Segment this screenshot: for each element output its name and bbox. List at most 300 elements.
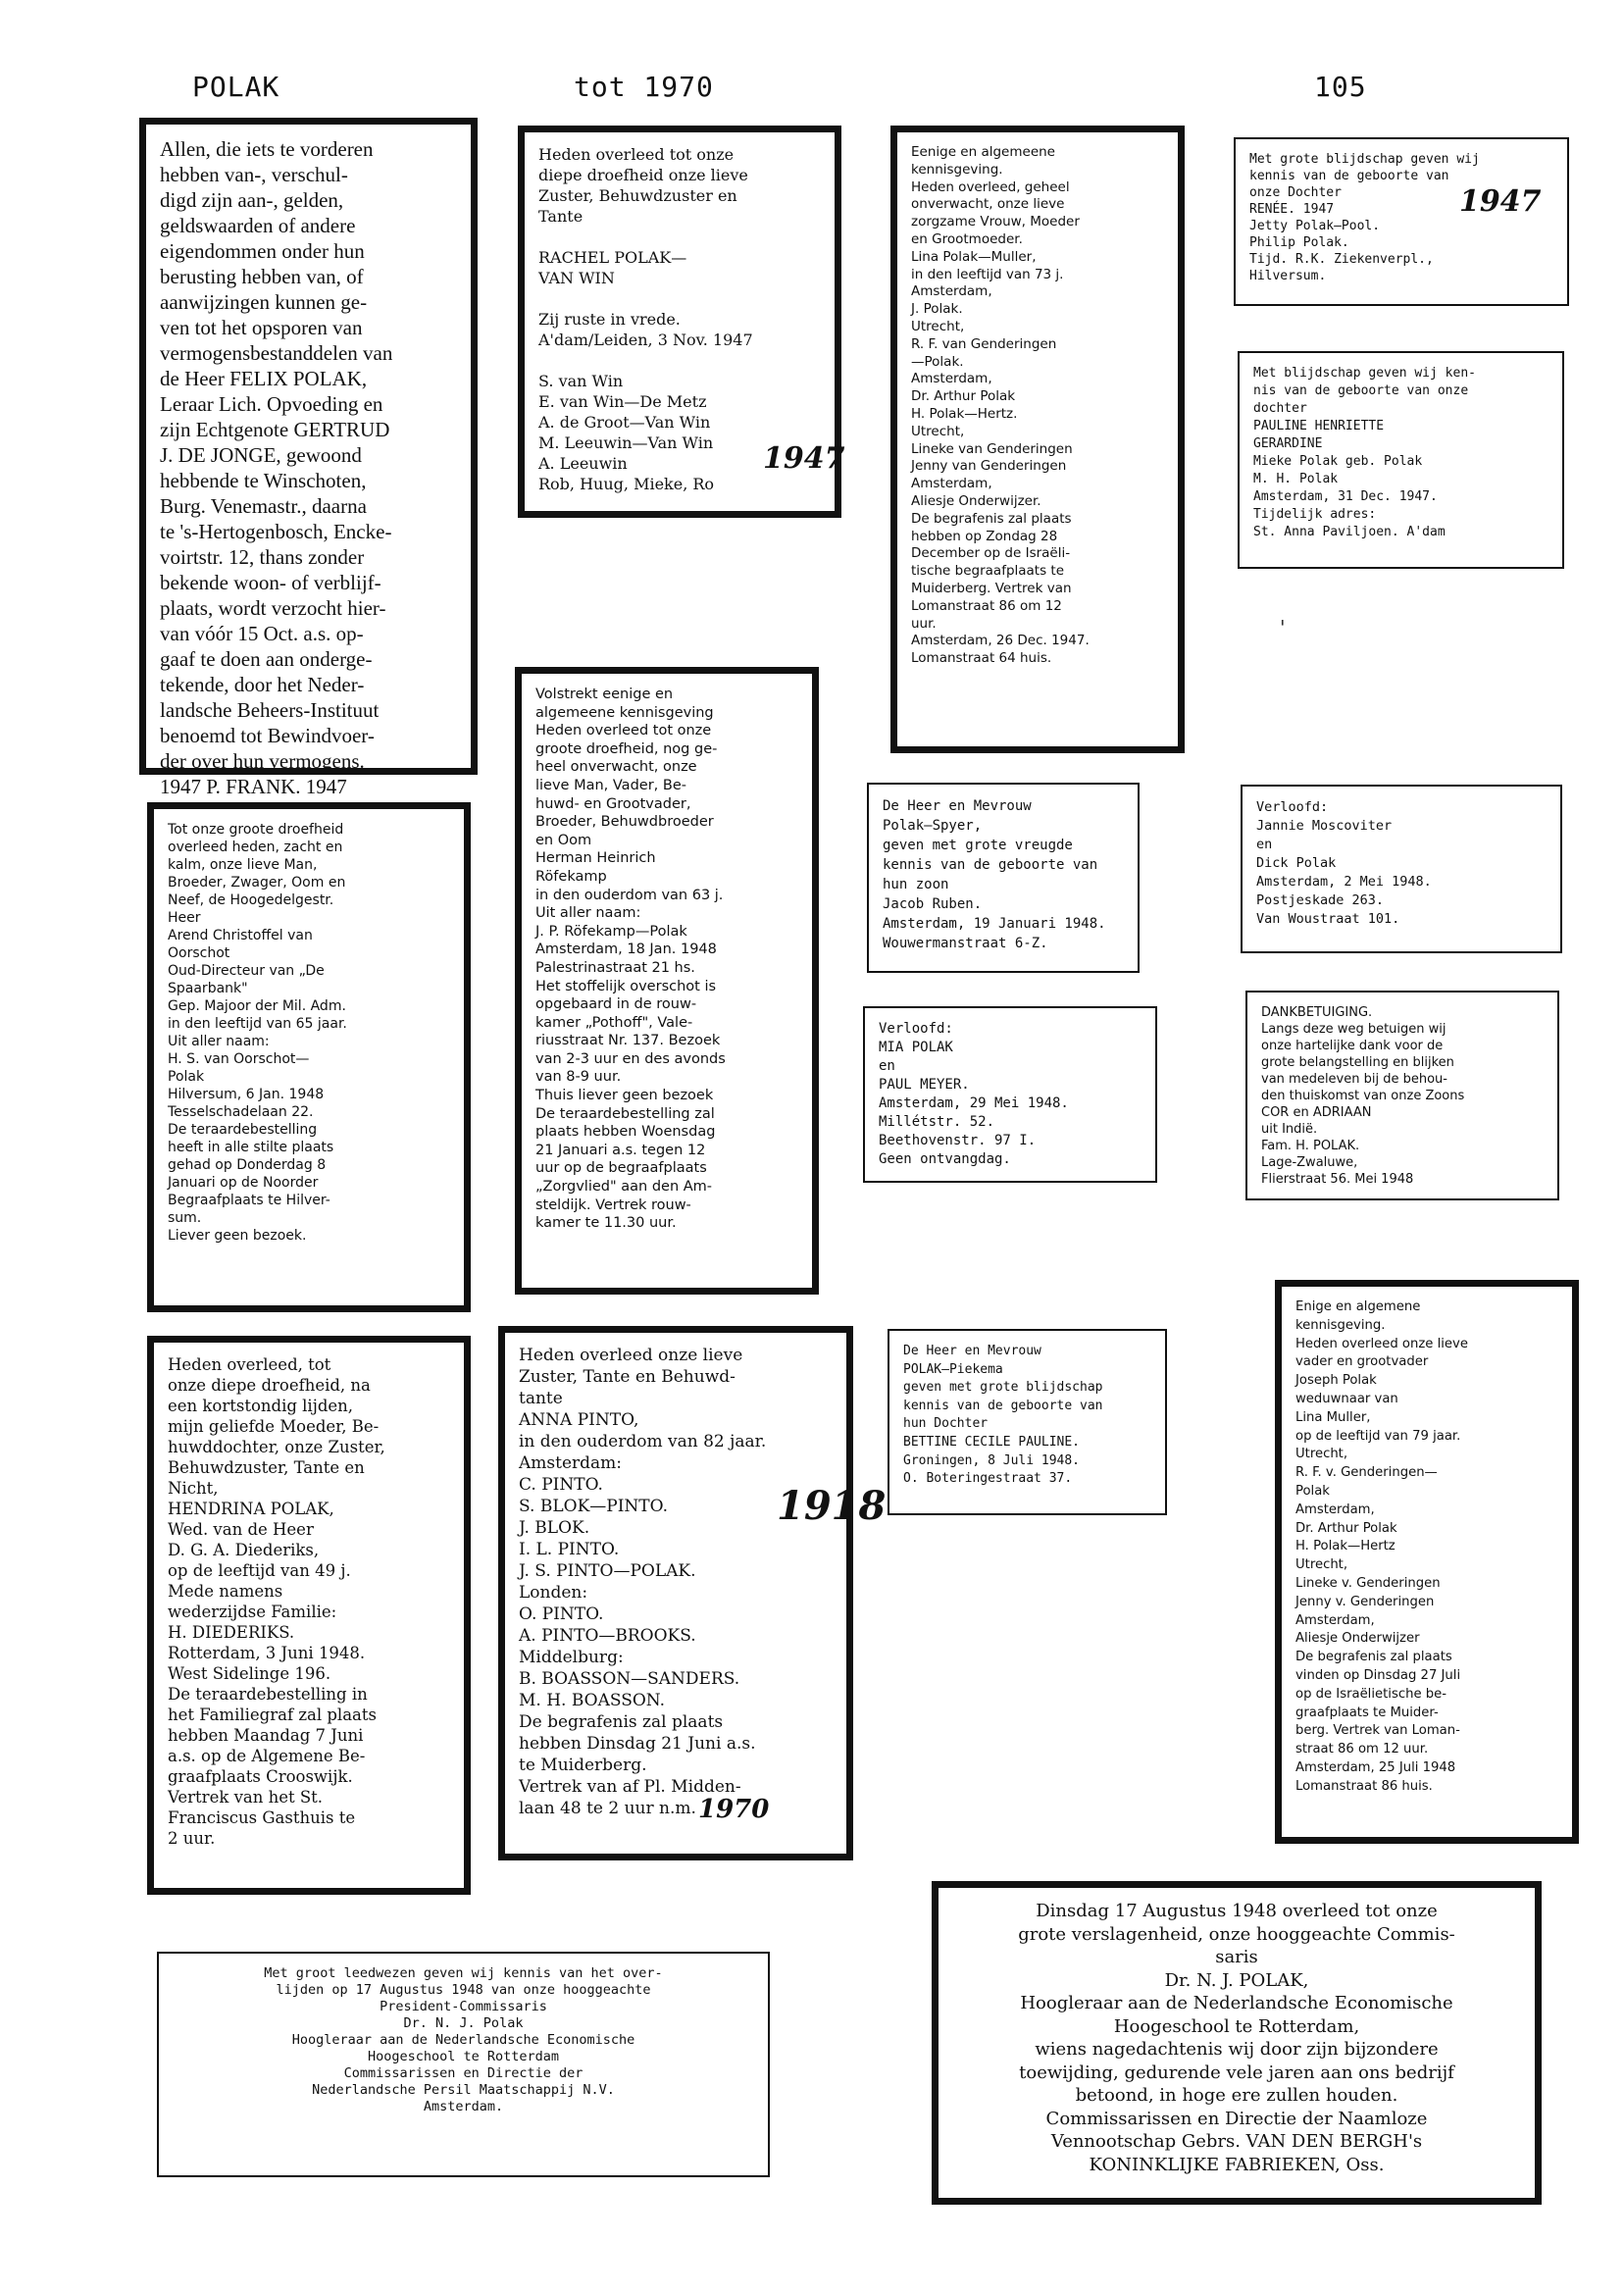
notice-line: J. S. PINTO—POLAK. xyxy=(519,1561,696,1581)
notice-line: Heden overleed onze lieve xyxy=(519,1346,743,1365)
notice-line: O. PINTO. xyxy=(519,1604,604,1624)
notice-line: den thuiskomst van onze Zoons xyxy=(1261,1089,1465,1103)
notice-line: hebben van-, verschul- xyxy=(160,163,348,186)
notice-line: onze diepe droefheid, na xyxy=(168,1376,371,1395)
notice-line: I. L. PINTO. xyxy=(519,1540,620,1559)
notice-line: Dr. N. J. Polak xyxy=(403,2015,524,2031)
notice-line: eigendommen onder hun xyxy=(160,239,365,263)
notice-line: kennisgeving. xyxy=(911,161,1003,178)
notice-line: sum. xyxy=(168,1210,202,1226)
notice-line: Zuster, Behuwdzuster en xyxy=(538,186,737,205)
notice-line: hebben Dinsdag 21 Juni a.s. xyxy=(519,1734,756,1754)
notice-line: Utrecht, xyxy=(1295,1557,1348,1573)
notice-line: A. PINTO—BROOKS. xyxy=(519,1626,696,1646)
notice-line: Hoogeschool te Rotterdam xyxy=(367,2049,560,2064)
notice-line: Utrecht, xyxy=(1295,1447,1348,1462)
notice-line: Amsterdam, 29 Mei 1948. xyxy=(879,1095,1069,1111)
notice-line: Zuster, Tante en Behuwd- xyxy=(519,1367,736,1387)
notice-line: B. BOASSON—SANDERS. xyxy=(519,1669,740,1689)
notice-line: Dr. Arthur Polak xyxy=(1295,1520,1397,1536)
notice-line: toewijding, gedurende vele jaren aan ons bedrijf xyxy=(1019,2062,1454,2083)
notice-line: E. van Win—De Metz xyxy=(538,392,707,411)
notice-line: Tijd. R.K. Ziekenverpl., xyxy=(1249,252,1434,267)
notice-line: Beethovenstr. 97 I. xyxy=(879,1133,1037,1148)
notice-line: saris xyxy=(1215,1947,1258,1967)
notice-line xyxy=(538,227,821,247)
notice-line: Met grote blijdschap geven wij xyxy=(1249,152,1480,167)
notice-line: hun Dochter xyxy=(903,1416,989,1432)
notice-line: onze hartelijke dank voor de xyxy=(1261,1039,1444,1053)
notice-line: mijn geliefde Moeder, Be- xyxy=(168,1417,380,1436)
notice-line: H. Polak—Hertz. xyxy=(911,405,1018,422)
handwritten-year-pinto: 1918 xyxy=(777,1483,887,1529)
notice-line: plaats hebben Woensdag xyxy=(535,1124,716,1141)
notice-line: en Oom xyxy=(535,832,592,848)
notice-bettine xyxy=(888,1329,1167,1515)
notice-line: berg. Vertrek van Loman- xyxy=(1295,1723,1460,1739)
notice-line: Thuis liever geen bezoek xyxy=(535,1088,714,1104)
notice-line: tische begraafplaats te xyxy=(911,563,1065,580)
notice-line: Broeder, Zwager, Oom en xyxy=(168,875,346,891)
notice-line: ANNA PINTO, xyxy=(519,1410,639,1430)
notice-line: uur op de begraafplaats xyxy=(535,1160,707,1177)
notice-line: van 2-3 uur en des avonds xyxy=(535,1050,726,1067)
notice-line: te Muiderberg. xyxy=(519,1756,647,1775)
notice-line: M. H. Polak xyxy=(1253,472,1339,486)
notice-line: graafplaats Crooswijk. xyxy=(168,1767,353,1786)
notice-line: geldswaarden of andere xyxy=(160,214,356,237)
notice-line: diepe droefheid onze lieve xyxy=(538,166,748,184)
notice-line: vader en grootvader xyxy=(1295,1354,1429,1370)
notice-line: dochter xyxy=(1253,401,1307,416)
notice-line: HENDRINA POLAK, xyxy=(168,1500,334,1518)
notice-line: Hilversum, 6 Jan. 1948 xyxy=(168,1087,325,1102)
notice-line xyxy=(538,288,821,309)
notice-line: weduwnaar van xyxy=(1295,1391,1398,1406)
notice-line: —Polak. xyxy=(911,353,964,370)
notice-line: R. F. v. Genderingen— xyxy=(1295,1465,1438,1481)
notice-line: zorgzame Vrouw, Moeder xyxy=(911,214,1080,230)
notice-line: Nicht, xyxy=(168,1479,219,1498)
notice-line: Uit aller naam: xyxy=(168,1034,270,1049)
notice-line: opgebaard in de rouw- xyxy=(535,996,697,1013)
notice-line: te 's-Hertogenbosch, Encke- xyxy=(160,520,392,543)
handwritten-year-rachel: 1947 xyxy=(763,441,845,476)
notice-line: Amsterdam, xyxy=(911,476,992,492)
notice-line: op de leeftijd van 79 jaar. xyxy=(1295,1428,1461,1444)
notice-line: De begrafenis zal plaats xyxy=(911,510,1072,527)
notice-verloofd-moscoviter xyxy=(1241,785,1562,953)
notice-line: Tijdelijk adres: xyxy=(1253,507,1377,522)
notice-line: Tesselschadelaan 22. xyxy=(168,1104,314,1120)
notice-line: Amsterdam, xyxy=(911,283,992,300)
notice-persil xyxy=(157,1952,770,2177)
notice-line: Jannie Moscoviter xyxy=(1256,818,1393,834)
notice-line: Aliesje Onderwijzer xyxy=(1295,1631,1420,1647)
notice-line: kamer te 11.30 uur. xyxy=(535,1215,677,1232)
notice-line: Mieke Polak geb. Polak xyxy=(1253,454,1423,469)
notice-line: Amsterdam, xyxy=(911,371,992,387)
notice-line: Amsterdam, xyxy=(1295,1502,1375,1517)
notice-line: in den ouderdom van 63 j. xyxy=(535,887,724,903)
notice-line: Lomanstraat 86 om 12 xyxy=(911,597,1062,614)
notice-line: Fam. H. POLAK. xyxy=(1261,1139,1360,1153)
notice-line: Dinsdag 17 Augustus 1948 overleed tot onze xyxy=(1036,1901,1438,1921)
notice-line: Neef, de Hoogedelgestr. xyxy=(168,892,334,908)
notice-line: huwddochter, onze Zuster, xyxy=(168,1438,385,1456)
notice-line: GERARDINE xyxy=(1253,436,1323,451)
notice-line: Wed. van de Heer xyxy=(168,1520,314,1539)
notice-hendrina-polak xyxy=(147,1336,471,1895)
notice-line: uit Indië. xyxy=(1261,1122,1318,1137)
notice-line: landsche Beheers-Instituut xyxy=(160,698,380,722)
notice-line: Millétstr. 52. xyxy=(879,1114,995,1130)
notice-line: POLAK—Piekema xyxy=(903,1361,1003,1377)
notice-line: Met groot leedwezen geven wij kennis van het over- xyxy=(264,1965,663,1981)
notice-line: kennis van de geboorte van xyxy=(883,857,1098,873)
notice-line: Burg. Venemastr., daarna xyxy=(160,494,367,518)
notice-line: Utrecht, xyxy=(911,423,965,439)
notice-line: De teraardebestelling zal xyxy=(535,1105,715,1122)
notice-line: Lomanstraat 86 huis. xyxy=(1295,1778,1433,1794)
notice-line: Dr. N. J. POLAK, xyxy=(1164,1969,1309,1991)
notice-line: H. Polak—Hertz xyxy=(1295,1539,1396,1554)
notice-line: in den ouderdom van 82 jaar. xyxy=(519,1432,767,1451)
notice-line: Groningen, 8 Juli 1948. xyxy=(903,1452,1081,1468)
notice-line: J. Polak. xyxy=(911,301,963,318)
notice-line: Vertrek van af Pl. Midden- xyxy=(519,1777,741,1797)
notice-line: onverwacht, onze lieve xyxy=(911,196,1065,213)
notice-line: kennisgeving. xyxy=(1295,1317,1386,1333)
notice-line: steldijk. Vertrek rouw- xyxy=(535,1196,691,1213)
notice-line: Rob, Huug, Mieke, Ro xyxy=(538,475,715,493)
notice-line: onze Dochter xyxy=(1249,185,1342,200)
notice-line: kamer „Pothoff", Vale- xyxy=(535,1014,693,1031)
notice-line: lieve Man, Vader, Be- xyxy=(535,777,686,793)
notice-line: Amsterdam, xyxy=(1295,1612,1375,1628)
notice-line: Heden overleed tot onze xyxy=(538,145,735,164)
notice-line: en xyxy=(879,1058,895,1074)
notice-line: groote droefheid, nog ge- xyxy=(535,740,718,757)
notice-line: Jenny van Genderingen xyxy=(911,458,1067,475)
notice-line: 1947 P. FRANK. 1947 xyxy=(160,775,347,798)
notice-line: Rotterdam, 3 Juni 1948. xyxy=(168,1644,366,1662)
notice-line: Palestrinastraat 21 hs. xyxy=(535,959,695,976)
notice-line: wiens nagedachtenis wij door zijn bijzondere xyxy=(1035,2039,1439,2060)
notice-line: S. BLOK—PINTO. xyxy=(519,1497,668,1516)
notice-line: Verloofd: xyxy=(1256,799,1329,815)
notice-line: Hoogleraar aan de Nederlandsche Economische xyxy=(1020,1993,1453,2013)
notice-line: Polak xyxy=(1295,1483,1330,1499)
notice-line: in den leeftijd van 73 j. xyxy=(911,266,1064,282)
notice-line: De teraardebestelling xyxy=(168,1122,318,1138)
notice-line: Dick Polak xyxy=(1256,855,1337,871)
notice-line: Amsterdam, 2 Mei 1948. xyxy=(1256,874,1432,890)
notice-line: Jacob Ruben. xyxy=(883,896,983,912)
notice-line: Het stoffelijk overschot is xyxy=(535,978,717,994)
notice-line: lijden op 17 Augustus 1948 van onze hooggeachte xyxy=(276,1982,651,1998)
notice-line: Postjeskade 263. xyxy=(1256,892,1385,908)
notice-line: Verloofd: xyxy=(879,1021,953,1037)
notice-line: 21 Januari a.s. tegen 12 xyxy=(535,1142,706,1158)
notice-line: Lage-Zwaluwe, xyxy=(1261,1155,1358,1170)
dot-mark: ' xyxy=(1280,616,1286,639)
notice-line: Muiderberg. Vertrek van xyxy=(911,580,1072,596)
page-number: 105 xyxy=(1314,71,1367,103)
notice-line: Amsterdam, 26 Dec. 1947. xyxy=(911,633,1090,649)
notice-line: Lineke v. Genderingen xyxy=(1295,1575,1441,1591)
notice-line: de Heer FELIX POLAK, xyxy=(160,367,368,390)
notice-line: Zij ruste in vrede. xyxy=(538,310,681,329)
notice-jacob-ruben xyxy=(867,783,1140,973)
notice-line: vermogensbestanddelen van xyxy=(160,341,393,365)
notice-line: Aliesje Onderwijzer. xyxy=(911,492,1041,509)
notice-line: Geen ontvangdag. xyxy=(879,1151,1011,1167)
notice-line: Philip Polak. xyxy=(1249,235,1349,250)
notice-line: op de leeftijd van 49 j. xyxy=(168,1561,351,1580)
notice-line: Dr. Arthur Polak xyxy=(911,388,1016,405)
notice-line: grote verslagenheid, onze hooggeachte Commis- xyxy=(1018,1923,1455,1945)
notice-line: 2 uur. xyxy=(168,1829,216,1848)
notice-line: grote belangstelling en blijken xyxy=(1261,1055,1454,1070)
notice-line: West Sidelinge 196. xyxy=(168,1664,331,1683)
handwritten-year-pinto-2: 1970 xyxy=(698,1795,770,1824)
notice-line: Eenige en algemeene xyxy=(911,144,1055,160)
notice-line: wederzijdse Familie: xyxy=(168,1603,337,1621)
notice-line: De teraardebestelling in xyxy=(168,1685,368,1704)
notice-line: Amsterdam. xyxy=(423,2099,504,2114)
notice-line: Heden overleed, tot xyxy=(168,1355,331,1374)
notice-pauline xyxy=(1238,351,1564,569)
notice-line: hebbende te Winschoten, xyxy=(160,469,367,492)
notice-line: A'dam/Leiden, 3 Nov. 1947 xyxy=(538,331,753,349)
notice-line: ven tot het opsporen van xyxy=(160,316,363,339)
notice-line: Januari op de Noorder xyxy=(168,1175,319,1191)
page-header-center: tot 1970 xyxy=(574,71,714,103)
notice-line: A. de Groot—Van Win xyxy=(538,413,711,432)
notice-line: gehad op Donderdag 8 xyxy=(168,1157,327,1173)
notice-line: S. van Win xyxy=(538,372,624,390)
notice-line: Oorschot xyxy=(168,945,230,961)
notice-line: a.s. op de Algemene Be- xyxy=(168,1747,366,1765)
notice-line: Jetty Polak—Pool. xyxy=(1249,219,1381,233)
notice-line: Lomanstraat 64 huis. xyxy=(911,650,1052,667)
notice-line: Amsterdam, 25 Juli 1948 xyxy=(1295,1759,1456,1775)
notice-line: huwd- en Grootvader, xyxy=(535,795,691,812)
notice-line: J. BLOK. xyxy=(519,1518,590,1538)
notice-line: H. DIEDERIKS. xyxy=(168,1623,295,1642)
notice-line: De begrafenis zal plaats xyxy=(1295,1650,1452,1665)
notice-line: Oud-Directeur van „De xyxy=(168,963,325,979)
notice-line: en xyxy=(1256,837,1273,852)
notice-line: Leraar Lich. Opvoeding en xyxy=(160,392,383,416)
notice-joseph-polak xyxy=(1275,1280,1579,1844)
notice-line: riusstraat Nr. 137. Bezoek xyxy=(535,1033,721,1049)
notice-line: R. F. van Genderingen xyxy=(911,335,1057,352)
notice-dankbetuiging xyxy=(1245,991,1559,1200)
notice-line: Enige en algemene xyxy=(1295,1299,1421,1314)
notice-line: Heden overleed, geheel xyxy=(911,178,1070,195)
notice-line: nis van de geboorte van onze xyxy=(1253,383,1469,398)
notice-line: Tante xyxy=(538,207,584,226)
notice-line: President-Commissaris xyxy=(380,1999,547,2014)
handwritten-year-renee: 1947 xyxy=(1459,184,1542,219)
notice-line: RACHEL POLAK— xyxy=(538,248,687,267)
notice-line: Behuwdzuster, Tante en xyxy=(168,1458,365,1477)
notice-line: kennis van de geboorte van xyxy=(1249,169,1449,183)
notice-line: vinden op Dinsdag 27 Juli xyxy=(1295,1667,1461,1683)
notice-line: algemeene kennisgeving xyxy=(535,704,714,721)
notice-line: De Heer en Mevrouw xyxy=(903,1344,1041,1358)
notice-line: Heden overleed onze lieve xyxy=(1295,1336,1468,1351)
notice-line: Franciscus Gasthuis te xyxy=(168,1808,356,1827)
notice-line: Joseph Polak xyxy=(1295,1373,1377,1389)
notice-line: aanwijzingen kunnen ge- xyxy=(160,290,368,314)
notice-line: Lineke van Genderingen xyxy=(911,440,1073,457)
notice-line: heel onverwacht, onze xyxy=(535,759,697,776)
notice-line: van vóór 15 Oct. a.s. op- xyxy=(160,622,364,645)
notice-line: Londen: xyxy=(519,1583,588,1603)
notice-line: Tot onze groote droefheid xyxy=(168,822,344,838)
notice-line: Volstrekt eenige en xyxy=(535,687,674,702)
notice-renee xyxy=(1234,137,1569,306)
notice-line: RENÉE. 1947 xyxy=(1249,202,1335,217)
notice-line: Commissarissen en Directie der xyxy=(343,2065,584,2081)
notice-line: in den leeftijd van 65 jaar. xyxy=(168,1016,347,1032)
notice-line: PAULINE HENRIETTE xyxy=(1253,419,1385,433)
notice-line: M. H. BOASSON. xyxy=(519,1691,665,1710)
notice-line: der over hun vermogens. xyxy=(160,749,365,773)
notice-line: Met blijdschap geven wij ken- xyxy=(1253,366,1476,381)
notice-line: Middelburg: xyxy=(519,1648,624,1667)
notice-line: Begraafplaats te Hilver- xyxy=(168,1193,330,1208)
notice-line: Amsterdam, 31 Dec. 1947. xyxy=(1253,489,1438,504)
notice-line: COR en ADRIAAN xyxy=(1261,1105,1372,1120)
notice-line: H. S. van Oorschot— xyxy=(168,1051,310,1067)
notice-line: Arend Christoffel van xyxy=(168,928,313,943)
notice-line: Langs deze weg betuigen wij xyxy=(1261,1022,1446,1037)
notice-line: Gep. Majoor der Mil. Adm. xyxy=(168,998,346,1014)
notice-line: en Grootmoeder. xyxy=(911,230,1023,247)
notice-line: Hilversum. xyxy=(1249,269,1327,283)
notice-line: Amsterdam, 18 Jan. 1948 xyxy=(535,942,717,958)
notice-line: Röfekamp xyxy=(535,868,607,885)
notice-van-oorschot xyxy=(147,802,471,1312)
notice-line: hebben Maandag 7 Juni xyxy=(168,1726,364,1745)
notice-line: tekende, door het Neder- xyxy=(160,673,365,696)
notice-line: O. Boteringestraat 37. xyxy=(903,1471,1073,1487)
notice-line: een kortstondig lijden, xyxy=(168,1397,354,1415)
notice-line: Flierstraat 56. Mei 1948 xyxy=(1261,1172,1414,1187)
notice-line: De begrafenis zal plaats xyxy=(519,1712,724,1732)
notice-line: geven met grote vreugde xyxy=(883,838,1073,853)
notice-line: op de Israëlietische be- xyxy=(1295,1686,1446,1702)
notice-line: Polak—Spyer, xyxy=(883,818,983,834)
notice-line: Lina Muller, xyxy=(1295,1409,1371,1425)
notice-line: A. Leeuwin xyxy=(538,454,628,473)
notice-line: benoemd tot Bewindvoer- xyxy=(160,724,375,747)
notice-line: kennis van de geboorte van xyxy=(903,1398,1103,1413)
notice-line: C. PINTO. xyxy=(519,1475,603,1495)
notice-line: Spaarbank" xyxy=(168,981,248,996)
notice-line: Broeder, Behuwdbroeder xyxy=(535,814,714,831)
notice-line xyxy=(538,350,821,371)
notice-line: Nederlandsche Persil Maatschappij N.V. xyxy=(312,2082,615,2098)
notice-line: Commissarissen en Directie der Naamloze xyxy=(1045,2108,1428,2129)
notice-line: kalm, onze lieve Man, xyxy=(168,857,318,873)
notice-line: gaaf te doen aan onderge- xyxy=(160,647,373,671)
notice-line: Amsterdam: xyxy=(519,1453,623,1473)
notice-line: BETTINE CECILE PAULINE. xyxy=(903,1434,1081,1450)
notice-line: Polak xyxy=(168,1069,205,1085)
notice-line: Lina Polak—Muller, xyxy=(911,248,1037,265)
notice-line: voirtstr. 12, thans zonder xyxy=(160,545,365,569)
notice-line: heeft in alle stilte plaats xyxy=(168,1140,334,1155)
notice-line: geven met grote blijdschap xyxy=(903,1380,1103,1396)
notice-line: Hoogleraar aan de Nederlandsche Economische xyxy=(291,2032,635,2048)
notice-line: Liever geen bezoek. xyxy=(168,1228,307,1244)
notice-line: het Familiegraf zal plaats xyxy=(168,1706,377,1724)
notice-line: laan 48 te 2 uur n.m. xyxy=(519,1799,696,1818)
notice-line: December op de Israëli- xyxy=(911,545,1071,562)
notice-line: zijn Echtgenote GERTRUD xyxy=(160,418,390,441)
notice-mia-polak xyxy=(863,1006,1157,1183)
notice-anna-pinto xyxy=(498,1326,853,1860)
notice-line: graafplaats te Muider- xyxy=(1295,1705,1439,1720)
notice-line: hun zoon xyxy=(883,877,949,892)
notice-line: uur. xyxy=(911,615,937,632)
notice-line: digd zijn aan-, gelden, xyxy=(160,188,344,212)
notice-line: Allen, die iets te vorderen xyxy=(160,137,374,161)
notice-line: hebben op Zondag 28 xyxy=(911,528,1058,544)
notice-line: plaats, wordt verzocht hier- xyxy=(160,596,386,620)
notice-line: Amsterdam, 19 Januari 1948. xyxy=(883,916,1106,932)
notice-line: van 8-9 uur. xyxy=(535,1069,622,1086)
notice-line: betoond, in hoge ere zullen houden. xyxy=(1075,2085,1398,2106)
notice-lina-polak xyxy=(890,126,1185,753)
notice-line: berusting hebben van, of xyxy=(160,265,364,288)
notice-line: M. Leeuwin—Van Win xyxy=(538,433,714,452)
page-header-left: POLAK xyxy=(192,71,280,103)
notice-line: Hoogeschool te Rotterdam, xyxy=(1113,2015,1360,2037)
notice-line: Heden overleed tot onze xyxy=(535,723,712,739)
notice-line: Heer xyxy=(168,910,201,926)
notice-line: Vertrek van het St. xyxy=(168,1788,324,1807)
notice-line: J. DE JONGE, gewoond xyxy=(160,443,362,467)
notice-line: MIA POLAK xyxy=(879,1040,953,1055)
notice-line: De Heer en Mevrouw xyxy=(883,798,1032,814)
notice-line: straat 86 om 12 uur. xyxy=(1295,1742,1429,1757)
notice-line: KONINKLIJKE FABRIEKEN, Oss. xyxy=(1089,2154,1385,2175)
notice-line: „Zorgvlied" aan den Am- xyxy=(535,1179,713,1196)
notice-line: Uit aller naam: xyxy=(535,905,641,922)
notice-line: overleed heden, zacht en xyxy=(168,840,343,855)
notice-line: PAUL MEYER. xyxy=(879,1077,970,1093)
notice-line: bekende woon- of verblijf- xyxy=(160,571,381,594)
notice-line: DANKBETUIGING. xyxy=(1261,1005,1373,1020)
notice-line: J. P. Röfekamp—Polak xyxy=(535,923,687,940)
notice-line: Jenny v. Genderingen xyxy=(1295,1594,1435,1609)
notice-line: Utrecht, xyxy=(911,318,965,334)
notice-line: tante xyxy=(519,1389,563,1408)
notice-rofekamp xyxy=(515,667,819,1295)
notice-felix-polak xyxy=(139,118,478,798)
notice-line: Vennootschap Gebrs. VAN DEN BERGH's xyxy=(1050,2131,1423,2152)
notice-line: Van Woustraat 101. xyxy=(1256,911,1400,927)
notice-line: St. Anna Paviljoen. A'dam xyxy=(1253,525,1446,539)
notice-line: Mede namens xyxy=(168,1582,283,1601)
notice-line: Herman Heinrich xyxy=(535,850,656,867)
